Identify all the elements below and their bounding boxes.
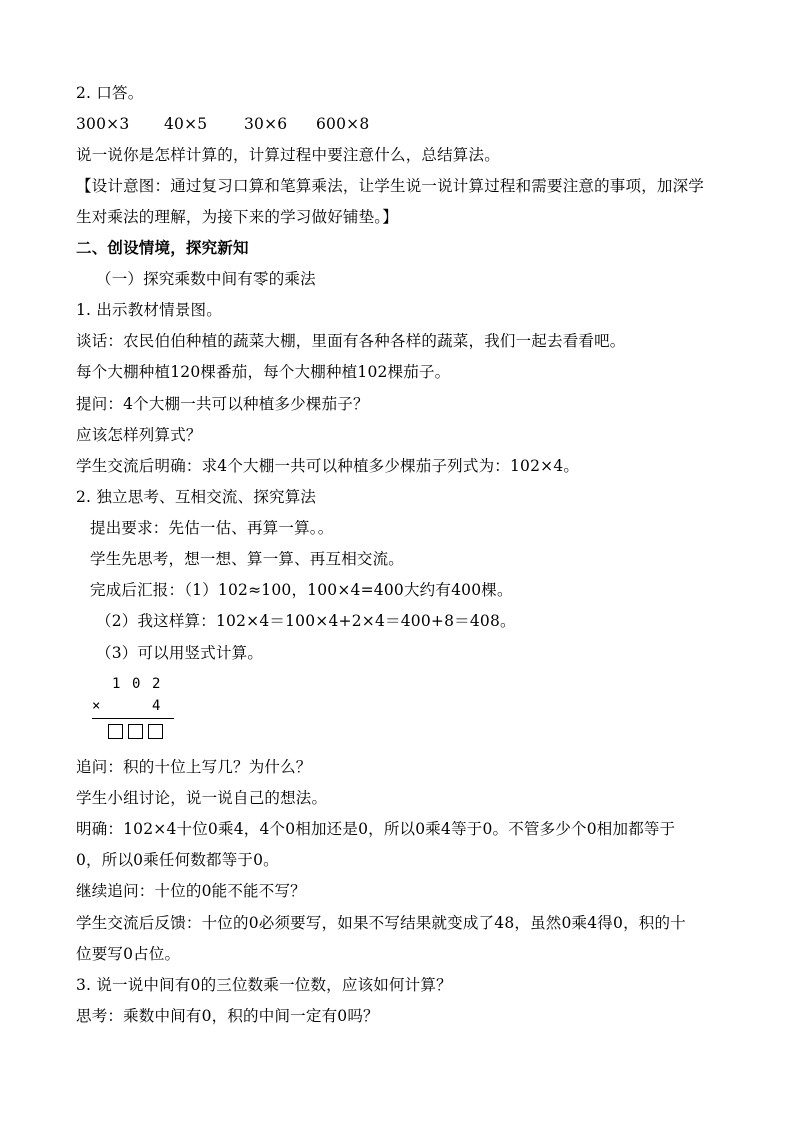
paragraph: （2）我这样算：102×4＝100×4+2×4＝400+8＝408。 [96,612,516,630]
paragraph: 提出要求：先估一估、再算一算。。 [90,519,334,537]
calc-underline [92,718,174,719]
answer-box [108,724,123,739]
vertical-multiplication [88,676,178,746]
paragraph: 提问：4个大棚一共可以种植多少棵茄子？ [76,395,369,413]
paragraph: 完成后汇报：（1）102≈100，100×4=400大约有400棵。 [90,581,513,599]
multiply-sign: × [92,698,101,714]
design-intent-line-2: 生对乘法的理解，为接下来的学习做好铺垫。】 [76,208,398,226]
paragraph: 3. 说一说中间有0的三位数乘一位数，应该如何计算？ [76,976,452,994]
paragraph: 追问：积的十位上写几？为什么？ [76,758,312,776]
paragraph: 每个大棚种植120棵番茄，每个大棚种植102棵茄子。 [76,363,451,381]
design-intent-line-1: 【设计意图：通过复习口算和笔算乘法，让学生说一说计算过程和需要注意的事项，加深学 [76,177,705,195]
multiplicand-digit: 2 [152,676,161,692]
paragraph: 1. 出示教材情景图。 [76,301,222,319]
oral-calc-item: 30×6 [244,115,288,133]
oral-calc-item: 300×3 [76,115,130,133]
multiplier-digit: 4 [152,698,161,714]
multiplicand-digit: 0 [132,676,141,692]
paragraph: 谈话：农民伯伯种植的蔬菜大棚，里面有各种各样的蔬菜，我们一起去看看吧。 [76,332,626,350]
paragraph: 0，所以0乘任何数都等于0。 [76,851,279,869]
paragraph: 2. 独立思考、互相交流、探究算法 [76,488,317,506]
answer-box [148,724,163,739]
oral-calc-item: 40×5 [164,115,208,133]
paragraph: 学生先思考，想一想、算一算、再互相交流。 [90,550,405,568]
paragraph: 学生交流后明确：求4个大棚一共可以种植多少棵茄子列式为：102×4。 [76,457,580,475]
section-heading: 二、创设情境，探究新知 [76,238,249,257]
paragraph: 学生交流后反馈：十位的0必须要写，如果不写结果就变成了48，虽然0乘4得0，积的十 [76,914,686,932]
paragraph: 明确：102×4十位0乘4，4个0相加还是0，所以0乘4等于0。不管多少个0相加都等于 [76,820,676,838]
paragraph: （3）可以用竖式计算。 [96,644,264,662]
subsection-heading: （一）探究乘数中间有零的乘法 [96,270,316,288]
paragraph: 继续追问：十位的0能不能不写？ [76,882,306,900]
multiplicand-digit: 1 [112,676,121,692]
paragraph: 应该怎样列算式？ [76,426,202,444]
oral-calculation-list [76,114,369,134]
oral-calc-item: 600×8 [316,115,370,133]
paragraph: 说一说你是怎样计算的，计算过程中要注意什么，总结算法。 [76,146,500,164]
paragraph: 学生小组讨论，说一说自己的想法。 [76,789,328,807]
section-2-oral-heading: 2. 口答。 [76,84,144,102]
paragraph: 思考：乘数中间有0，积的中间一定有0吗？ [76,1007,379,1025]
paragraph: 位要写0占位。 [76,945,181,963]
answer-box [128,724,143,739]
